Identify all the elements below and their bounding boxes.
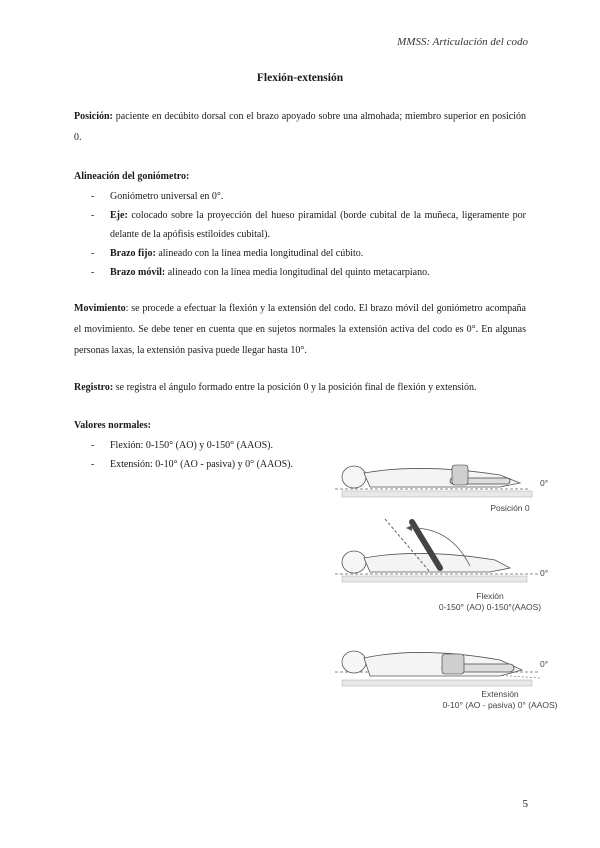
alineacion-list [74,187,526,282]
table-surface [342,680,532,686]
registro-label: Registro: [74,382,114,393]
figure-flexion [330,516,560,588]
registro-text: se registra el ángulo formado entre la posición 0 y la posición final de flexión y extensión. [113,382,477,393]
arrow-icon [406,525,412,531]
table-surface [342,576,527,582]
list-item: - Goniómetro universal en 0°. [74,187,526,206]
zero-label: 0° [540,478,549,488]
zero-label: 0° [540,568,549,578]
valores-heading: Valores normales: [74,420,151,431]
posicion-paragraph [74,106,526,148]
list-item: - Brazo móvil: alineado con la línea media longitudinal del quinto metacarpiano. [74,263,526,282]
posicion-text: paciente en decúbito dorsal con el brazo apoyado sobre una almohada; miembro superior en posición 0. [74,111,526,143]
patient-head [342,651,366,673]
figure-posicion-0 [330,445,560,505]
movimiento-text: : se procede a efectuar la flexión y la extensión del codo. El brazo móvil del goniómetro acompaña el movimiento. Se debe tener en cuenta que en sujetos normales la extensión activa del codo es 0°. En algunas personas laxas, la extensión pasiva puede llegar hasta 10°. [74,303,526,356]
figure-extension [330,632,560,692]
movimiento-paragraph [74,298,526,361]
list-item: - Brazo fijo: alineado con la línea media longitudinal del cúbito. [74,244,526,263]
zero-label: 0° [540,659,549,669]
table-surface [342,491,532,497]
figure-caption: Flexión [476,591,504,601]
figure-caption: Posición 0 [490,503,530,513]
list-item: - Eje: colocado sobre la proyección del hueso piramidal (borde cubital de la muñeca, ligeramente por delante de la apófisis estiloides cubital). [74,206,526,244]
figure-caption: 0-150° (AO) 0-150°(AAOS) [438,602,542,612]
figure-caption: 0-10° (AO - pasiva) 0° (AAOS) [442,700,558,710]
list-item: - Extensión: 0-10° (AO - pasiva) y 0° (AAOS). [74,455,526,474]
patient-head [342,551,366,573]
section-title: Flexión-extensión [256,72,344,84]
posicion-label: Posición: [74,111,113,122]
list-item: - Flexión: 0-150° (AO) y 0-150° (AAOS). [74,436,526,455]
figure-caption: Extensión [481,689,519,699]
goniometer [442,654,464,674]
alineacion-section [74,166,526,282]
movimiento-label: Movimiento [74,303,126,314]
registro-paragraph [74,377,526,398]
running-header: MMSS: Articulación del codo [397,36,528,48]
goniometer [452,465,468,485]
alineacion-heading: Alineación del goniómetro: [74,171,190,182]
patient-head [342,466,366,488]
page-number: 5 [522,798,528,810]
